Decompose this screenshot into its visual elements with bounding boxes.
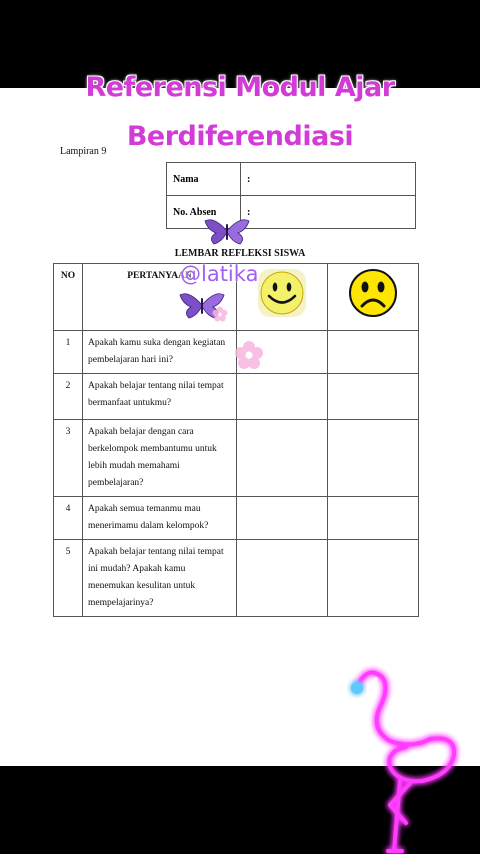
table-row: [54, 420, 419, 497]
header-question: PERTANYAAN: [83, 264, 237, 331]
overlay-title-line1: Referensi Modul Ajar: [85, 72, 395, 103]
row-question: Apakah belajar tentang nilai tempat ini mudah? Apakah kamu menemukan kesulitan untuk mempelajarinya?: [83, 540, 237, 617]
name-label: Nama: [167, 163, 241, 196]
neon-flamingo-icon: [330, 655, 470, 854]
worksheet-heading: LEMBAR REFLEKSI SISWA: [174, 248, 306, 259]
row-sad-cell: [328, 540, 419, 617]
overlay-title-line2: Berdiferendiasi: [126, 121, 354, 152]
row-sad-cell: [328, 497, 419, 540]
name-field: :: [241, 163, 416, 196]
happy-face-icon: [256, 267, 308, 319]
row-happy-cell: [237, 540, 328, 617]
header-no: NO: [54, 264, 83, 331]
row-question: Apakah belajar tentang nilai tempat bermanfaat untukmu?: [83, 374, 237, 420]
absen-field: :: [241, 196, 416, 229]
absen-label: No. Absen: [167, 196, 241, 229]
reflection-table: [53, 263, 419, 617]
appendix-label: Lampiran 9: [60, 146, 107, 157]
row-sad-cell: [328, 331, 419, 374]
watermark-handle: @latika: [180, 262, 259, 286]
table-row: [54, 497, 419, 540]
row-happy-cell: [237, 497, 328, 540]
sad-face-icon: [347, 267, 399, 319]
flower-icon: [234, 340, 264, 370]
row-no: 4: [54, 497, 83, 540]
row-happy-cell: [237, 420, 328, 497]
table-row: [54, 540, 419, 617]
row-no: 3: [54, 420, 83, 497]
butterfly-icon: [202, 216, 252, 246]
row-sad-cell: [328, 374, 419, 420]
flower-icon: [212, 306, 228, 322]
row-question: Apakah belajar dengan cara berkelompok membantumu untuk lebih mudah memahami pembelajaran?: [83, 420, 237, 497]
row-question: Apakah kamu suka dengan kegiatan pembelajaran hari ini?: [83, 331, 237, 374]
table-row: [54, 374, 419, 420]
row-no: 2: [54, 374, 83, 420]
row-question: Apakah semua temanmu mau menerimamu dalam kelompok?: [83, 497, 237, 540]
row-no: 5: [54, 540, 83, 617]
header-sad: [328, 264, 419, 331]
row-happy-cell: [237, 374, 328, 420]
row-sad-cell: [328, 420, 419, 497]
row-no: 1: [54, 331, 83, 374]
